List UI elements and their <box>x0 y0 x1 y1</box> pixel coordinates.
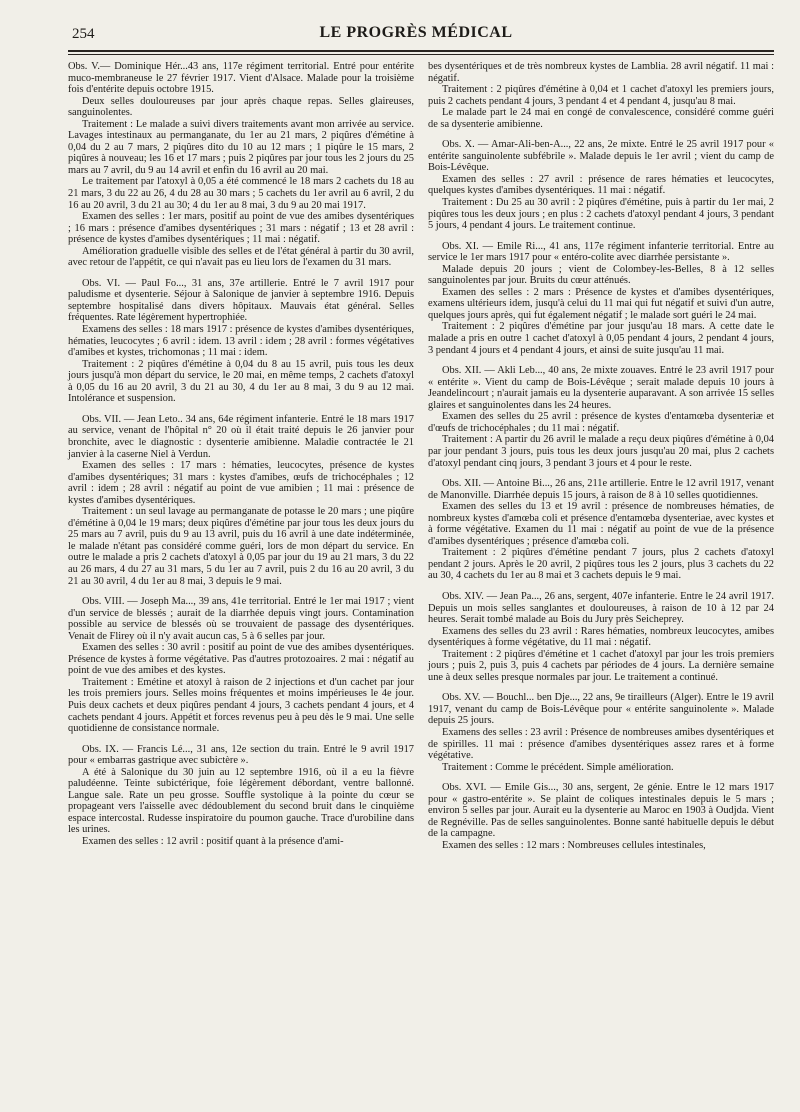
running-head: LE PROGRÈS MÉDICAL <box>319 24 513 41</box>
right-paragraph: bes dysentériques et de très nombreux kystes de Lamblia. 28 avril négatif. 11 mai : négatif. <box>428 61 774 84</box>
right-paragraph: Examen des selles du 25 avril : présence de kystes d'entamœba dysenteriæ et d'œufs de trichocéphales ; du 11 mai : négatif. <box>428 411 774 434</box>
left-paragraph: Examens des selles : 18 mars 1917 : présence de kystes d'amibes dysentériques, hématies, leucocytes ; 6 avril : idem. 13 avril : idem ; 28 avril : formes végétatives d'amibes et kystes, trichomonas ; 11 mai : idem. <box>68 324 414 359</box>
right-paragraph: Traitement : 2 piqûres d'émétine par jour jusqu'au 18 mars. A cette date le malade a pris en outre 1 cachet d'atoxyl à 0,05 pendant 4 jours, 2 pendant 4 jours, 3 pendant 4 jours et 4 pendant 4 jours, et ainsi de suite jusqu'au 11 mai. <box>428 321 774 356</box>
right-paragraph: Examen des selles : 12 mars : Nombreuses cellules intestinales, <box>442 839 706 851</box>
right-paragraph: Traitement : Comme le précédent. Simple amélioration. <box>442 761 674 773</box>
left-paragraph: Examen des selles : 17 mars : hématies, leucocytes, présence de kystes d'amibes dysentériques; 31 mars : kystes d'amibes, œufs de trichocéphales ; 12 avril : idem ; 28 avril : négatif au point de vue amibien ; 11 mai : présence de kystes d'amibes dysentériques. <box>68 460 414 506</box>
left-paragraph: Traitement : un seul lavage au permanganate de potasse le 20 mars ; une piqûre d'émétine à 0,04 le 19 mars; deux piqûres d'émétine par jour tous les deux jours du 25 mars au 7 avril, puis du 9 au 13 avril, puis du 16 avril à une date indéterminée, le malade n'étant pas considéré comme guéri, lors de mon départ du service. En outre le malade a pris 2 cachets d'atoxyl à 0,05 par jour du 19 au 21 mars, 3 du 22 au 26 mars, 4 du 27 au 31 mars, 5 du 1er au 7 avril, puis 2 du 16 au 20 avril, 3 du 21 au 30 avril, 4 du 1er au 8 mai, 3 depuis le 9 mai. <box>68 506 414 587</box>
left-paragraph: Obs. V.— Dominique Hér...43 ans, 117e régiment territorial. Entré pour entérite muco-membraneuse le 27 février 1917. Vient d'Alsace. Malade pour la troisième fois d'entérite depuis octobre 1915. <box>68 61 414 96</box>
right-paragraph: Examens des selles du 23 avril : Rares hématies, nombreux leucocytes, amibes dysentériques à forme végétative, du 11 mai : négatif. <box>428 625 774 649</box>
right-paragraph: Examen des selles du 13 et 19 avril : présence de nombreuses hématies, de nombreux kystes d'amœba coli et présence d'entamœba dysenteriae, avec kystes et à forme végétative. Examen du 11 mai : négatif au point de vue de la présence d'amibes dysentériques ; présence d'amœba coli. <box>428 501 774 547</box>
left-paragraph: Deux selles douloureuses par jour après chaque repas. Selles glaireuses, sanguinolentes. <box>68 95 414 119</box>
left-paragraph: Examen des selles : 12 avril : positif quant à la présence d'ami- <box>82 836 344 847</box>
right-paragraph: Obs. XIV. — Jean Pa..., 26 ans, sergent, 407e infanterie. Entre le 24 avril 1917. Depuis un mois selles sanglantes et douloureuses, à raison de 10 à 12 par 24 heures. Serait tombé malade au Bois du Jury près Seicheprey. <box>428 590 774 626</box>
right-paragraph: Examen des selles : 27 avril : présence de rares hématies et leucocytes, quelques kystes d'amibes dysentériques. 11 mai : négatif. <box>428 173 774 197</box>
right-paragraph: Traitement : 2 piqûres d'émétine à 0,04 et 1 cachet d'atoxyl les premiers jours, puis 2 cachets pendant 4 jours, 3 pendant 4 et 4 pendant 4, jusqu'au 8 mai. <box>428 84 774 107</box>
right-paragraph: Obs. X. — Amar-Ali-ben-A..., 22 ans, 2e mixte. Entré le 25 avril 1917 pour « entérite sanguinolente subfébrile ». Malade depuis le 1er avril ; vient du camp de Bois-Lévêque. <box>428 139 774 174</box>
right-paragraph: Le malade part le 24 mai en congé de convalescence, considéré comme guéri de sa dysenterie amibienne. <box>428 107 774 130</box>
right-paragraph: Obs. XI. — Emile Ri..., 41 ans, 117e régiment infanterie territorial. Entre au service le 1er mars 1917 pour « entéro-colite avec diarrhée persistante ». <box>428 240 774 264</box>
right-column <box>428 61 774 851</box>
right-paragraph: Obs. XVI. — Emile Gis..., 30 ans, sergent, 2e génie. Entre le 12 mars 1917 pour « gastro-entérite ». Se plaint de coliques intestinales depuis le 5 mars ; environ 5 selles par jour. Aurait eu la dysenterie au Maroc en 1903 à Oudjda. Vient de Regnéville. Pas de selles sanguinolentes. Bonne santé habituelle depuis le début de la campagne. <box>428 782 774 840</box>
left-paragraph: A été à Salonique du 30 juin au 12 septembre 1916, où il a eu la fièvre paludéenne. Teinte subictérique, foie légèrement débordant, ventre ballonné. Langue sale. Rate un peu grosse. Souffle systolique à la pointe du cœur se propageant vers l'aisselle avec dédoublement du second bruit dans le cinquième espace intercostal. Rudesse inspiratoire du poumon gauche. Trace d'urobiline dans les urines. <box>68 766 414 836</box>
left-paragraph: Traitement : Emétine et atoxyl à raison de 2 injections et d'un cachet par jour les trois premiers jours. Selles moins fréquentes et moins impérieuses le 4e jour. Puis deux cachets et deux piqûres pendant 4 jours, 3 cachets pendant 4 jours, et 4 cachets pendant 4 jours. Appétit et forces revenus peu à peu dès le 9 mai. Une selle quotidienne de consistance normale. <box>68 676 414 735</box>
text-columns <box>68 61 774 851</box>
left-paragraph: Traitement : Le malade a suivi divers traitements avant mon arrivée au service. Lavages intestinaux au permanganate, du 1er au 21 mars, 2 piqûres d'émétine à 0,04 du 2 au 7 mars, 2 piqûres dito du 10 au 12 mars ; 1 piqûre le 15 mars, 2 piqûres à nouveau; les 16 et 17 mars ; puis 2 piqûres par jour tous les 2 jours du 25 mars au 7 avril, du 9 au 14 avril et enfin du 16 avril au 20 mai. <box>68 118 414 176</box>
left-paragraph: Traitement : 2 piqûres d'émétine à 0,04 du 8 au 15 avril, puis tous les deux jours jusqu'à mon départ du service, le 20 mai, en même temps, 2 cachets d'atoxyl à 0,05 du 16 au 20 avril, 3 du 21 au 30, 4 du 1er au 8 mai, 3 du 9 au 12 mai. Intolérance et suspension. <box>68 358 414 405</box>
left-paragraph: Obs. VIII. — Joseph Ma..., 39 ans, 41e territorial. Entré le 1er mai 1917 ; vient d'un service de blessés ; aurait de la diarrhée depuis vingt jours. Contamination possible au service de blessés où se trouvaient de passage des dysentériques. Venait de Flirey où il n'y avait aucun cas, 5 à 6 selles par jour. <box>68 596 414 642</box>
right-paragraph: Malade depuis 20 jours ; vient de Colombey-les-Belles, 8 à 12 selles sanguinolentes par jour. Bruits du cœur atténués. <box>428 263 774 287</box>
header-rule-thin <box>68 54 774 55</box>
right-paragraph: Examens des selles : 23 avril : Présence de nombreuses amibes dysentériques et de spirilles. 11 mai : présence d'amibes dysentériques assez rares et à forme végétative. <box>428 726 774 762</box>
left-paragraph: Obs. VI. — Paul Fo..., 31 ans, 37e artillerie. Entré le 7 avril 1917 pour paludisme et dysenterie. Séjour à Salonique de janvier à septembre 1916. Depuis septembre hospitalisé dans divers hôpitaux. Mauvais état général. Selles fréquentes. Rate légèrement hypertrophiée. <box>68 277 414 324</box>
left-column <box>68 61 414 851</box>
right-paragraph: Examen des selles : 2 mars : Présence de kystes et d'amibes dysentériques, examens ultérieurs idem, jusqu'à celui du 11 mai qui fut négatif et suivi d'un autre, quelques jours après, qui fut également négatif ; le malade sort guéri le 24 mai. <box>428 286 774 321</box>
page-number: 254 <box>72 26 95 42</box>
left-paragraph: Examen des selles : 30 avril : positif au point de vue des amibes dysentériques. Présence de kystes à forme végétative. Pas d'autres protozoaires. 2 mai : négatif au point de vue des amibes et des kystes. <box>68 642 414 677</box>
right-paragraph: Traitement : A partir du 26 avril le malade a reçu deux piqûres d'émétine à 0,04 par jour pendant 3 jours, puis tous les deux jours jusqu'au 20 mai, plus 2 cachets d'atoxyl pendant cinq jours, 3 pendant 3 jours et 4 pour le reste. <box>428 434 774 469</box>
left-paragraph: Examen des selles : 1er mars, positif au point de vue des amibes dysentériques ; 16 mars : présence d'amibes dysentériques ; 31 mars : négatif ; 13 et 28 avril : présence de kystes d'amibes dysentériques ; 11 mai : négatif. <box>68 211 414 246</box>
right-paragraph: Obs. XV. — Bouchl... ben Dje..., 22 ans, 9e tirailleurs (Alger). Entre le 19 avril 1917, venant du camp de Bois-Lévêque pour « entérite sanguinolente ». Malade depuis 25 jours. <box>428 692 774 727</box>
page-header <box>58 24 774 48</box>
right-paragraph: Traitement : 2 piqûres d'émétine et 1 cachet d'atoxyl par jour les trois premiers jours ; puis 2, puis 3, puis 4 cachets par périodes de 4 jours. La dernière semaine une à deux selles presque normales par jour. Le traitement a continué. <box>428 648 774 683</box>
right-paragraph: Traitement : Du 25 au 30 avril : 2 piqûres d'émétine, puis à partir du 1er mai, 2 piqûres tous les deux jours ; en plus : 2 cachets d'atoxyl pendant 4 jours, 3 pendant 5 jours, 4 pendant 4 jours. Le traitement continue. <box>428 197 774 232</box>
left-paragraph: Le traitement par l'atoxyl à 0,05 a été commencé le 18 mars 2 cachets du 18 au 21 mars, 3 du 22 au 26, 4 du 28 au 30 mars ; 5 cachets du 1er avril au 6 avril, 2 du 16 au 20 avril, 3 du 21 au 30; 4 du 1er au 8 mai, 3 du 9 au 20 mai 1917. <box>68 176 414 211</box>
right-paragraph: Obs. XII. — Akli Leb..., 40 ans, 2e mixte zouaves. Entré le 23 avril 1917 pour « entérite ». Vient du camp de Bois-Lévêque ; serait malade depuis 10 jours à Jeandelincourt ; n'aurait jamais eu la dysenterie auparavant. A son arrivée 15 selles glaires et sanguinolentes dans les 24 heures. <box>428 365 774 411</box>
left-paragraph: Amélioration graduelle visible des selles et de l'état général à partir du 30 avril, avec retour de l'appétit, ce qui n'avait pas eu lieu lors de l'examen du 31 mars. <box>68 245 414 269</box>
left-paragraph: Obs. VII. — Jean Leto.. 34 ans, 64e régiment infanterie. Entré le 18 mars 1917 au service, venant de l'hôpital n° 20 où il était traité depuis le 26 janvier pour bronchite, avec le diagnostic : dysenterie amibienne. Maladie contractée le 21 janvier à la caserne Niel à Verdun. <box>68 413 414 460</box>
right-paragraph: Traitement : 2 piqûres d'émétine pendant 7 jours, plus 2 cachets d'atoxyl pendant 2 jours. Après le 20 avril, 2 piqûres tous les 2 jours, plus 3 cachets du 22 au 30, 4 cachets du 1er au 8 mai et 3 cachets depuis le 9 mai. <box>428 547 774 582</box>
header-rule <box>68 50 774 52</box>
right-paragraph: Obs. XII. — Antoine Bi..., 26 ans, 211e artillerie. Entre le 12 avril 1917, venant de Manonville. Diarrhée depuis 15 jours, à raison de 8 à 10 selles quotidiennes. <box>428 478 774 501</box>
left-paragraph: Obs. IX. — Francis Lé..., 31 ans, 12e section du train. Entré le 9 avril 1917 pour « embarras gastrique avec subictère ». <box>68 743 414 767</box>
